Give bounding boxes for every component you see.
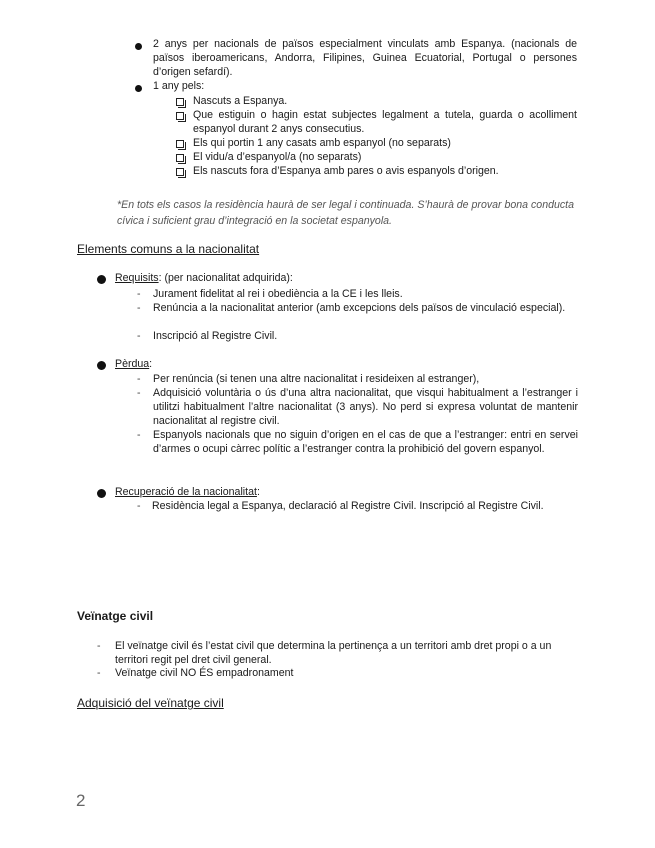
sub-list-item: Nascuts a Espanya.	[193, 95, 288, 107]
list-item: Jurament fidelitat al rei i obediència a la CE i les lleis.	[153, 288, 403, 300]
list-item: Inscripció al Registre Civil.	[153, 330, 278, 342]
dash-icon: -	[137, 387, 141, 399]
requisits-label: Requisits: (per nacionalitat adquirida):	[115, 272, 293, 284]
list-item: Adquisició voluntària o ús d’una altra nacionalitat, que visqui habitualment a l’estranger i utilitzi habitualment l’altre nacionalitat (3 anys). No perd si expresa voluntat de mantenir nacionalitat al registre civil.	[153, 387, 578, 427]
list-item: 1 any pels:	[153, 80, 205, 92]
list-item: Renúncia a la nacionalitat anterior (amb excepcions dels països de vinculació especial).	[153, 302, 566, 314]
sub-list-item: Els qui portin 1 any casats amb espanyol (no separats)	[193, 137, 451, 149]
checkbox-icon	[176, 140, 184, 148]
dash-icon: -	[137, 302, 141, 314]
bullet-icon	[97, 361, 106, 370]
dash-icon: -	[97, 667, 101, 679]
sub-list-item: El vidu/a d’espanyol/a (no separats)	[193, 151, 362, 163]
note-text: *En tots els casos la residència haurà de ser legal i continuada. S’haurà de provar bona conducta cívica i suficient grau d’integració en la societat espanyola.	[117, 199, 574, 227]
dash-icon: -	[97, 640, 101, 652]
checkbox-icon	[176, 154, 184, 162]
list-item: 2 anys per nacionals de països especialment vinculats amb Espanya. (nacionals de països iberoamericans, Andorra, Filipines, Guinea Ecuatorial, Portugal o persones d’origen sefardí).	[153, 38, 577, 78]
bullet-icon	[97, 275, 106, 284]
list-item: El veïnatge civil és l’estat civil que determina la pertinença a un territori amb dret propi o a un territori regit pel dret civil general.	[115, 640, 552, 666]
bullet-icon	[135, 43, 142, 50]
bullet-icon	[97, 489, 106, 498]
checkbox-icon	[176, 98, 184, 106]
sub-list-item: Que estiguin o hagin estat subjectes legalment a tutela, guarda o acolliment espanyol durant 2 anys consecutius.	[193, 109, 577, 135]
dash-icon: -	[137, 288, 141, 300]
dash-icon: -	[137, 330, 141, 342]
bullet-icon	[135, 85, 142, 92]
checkbox-icon	[176, 112, 184, 120]
dash-icon: -	[137, 429, 141, 441]
perdua-label: Pèrdua:	[115, 358, 153, 370]
checkbox-icon	[176, 168, 184, 176]
list-item: Per renúncia (si tenen una altre nacionalitat i resideixen al estranger),	[153, 373, 480, 385]
list-item: Veïnatge civil NO ÉS empadronament	[115, 667, 294, 679]
section-heading: Veïnatge civil	[77, 609, 154, 623]
dash-icon: -	[137, 373, 141, 385]
list-item: Espanyols nacionals que no siguin d’origen en el cas de que a l’estranger: entri en servei d’armes o ocupi càrrec polític a l’estranger contra la prohibició del govern espanyol.	[153, 429, 578, 455]
dash-icon: -	[137, 500, 141, 512]
section-subheading: Adquisició del veïnatge civil	[77, 696, 224, 710]
list-item: Residència legal a Espanya, declaració al Registre Civil. Inscripció al Registre Civil.	[152, 500, 544, 512]
section-heading: Elements comuns a la nacionalitat	[77, 242, 260, 256]
sub-list-item: Els nascuts fora d’Espanya amb pares o avis espanyols d’origen.	[193, 165, 499, 177]
page-number: 2	[76, 791, 86, 810]
recuperacio-label: Recuperació de la nacionalitat:	[115, 486, 260, 498]
